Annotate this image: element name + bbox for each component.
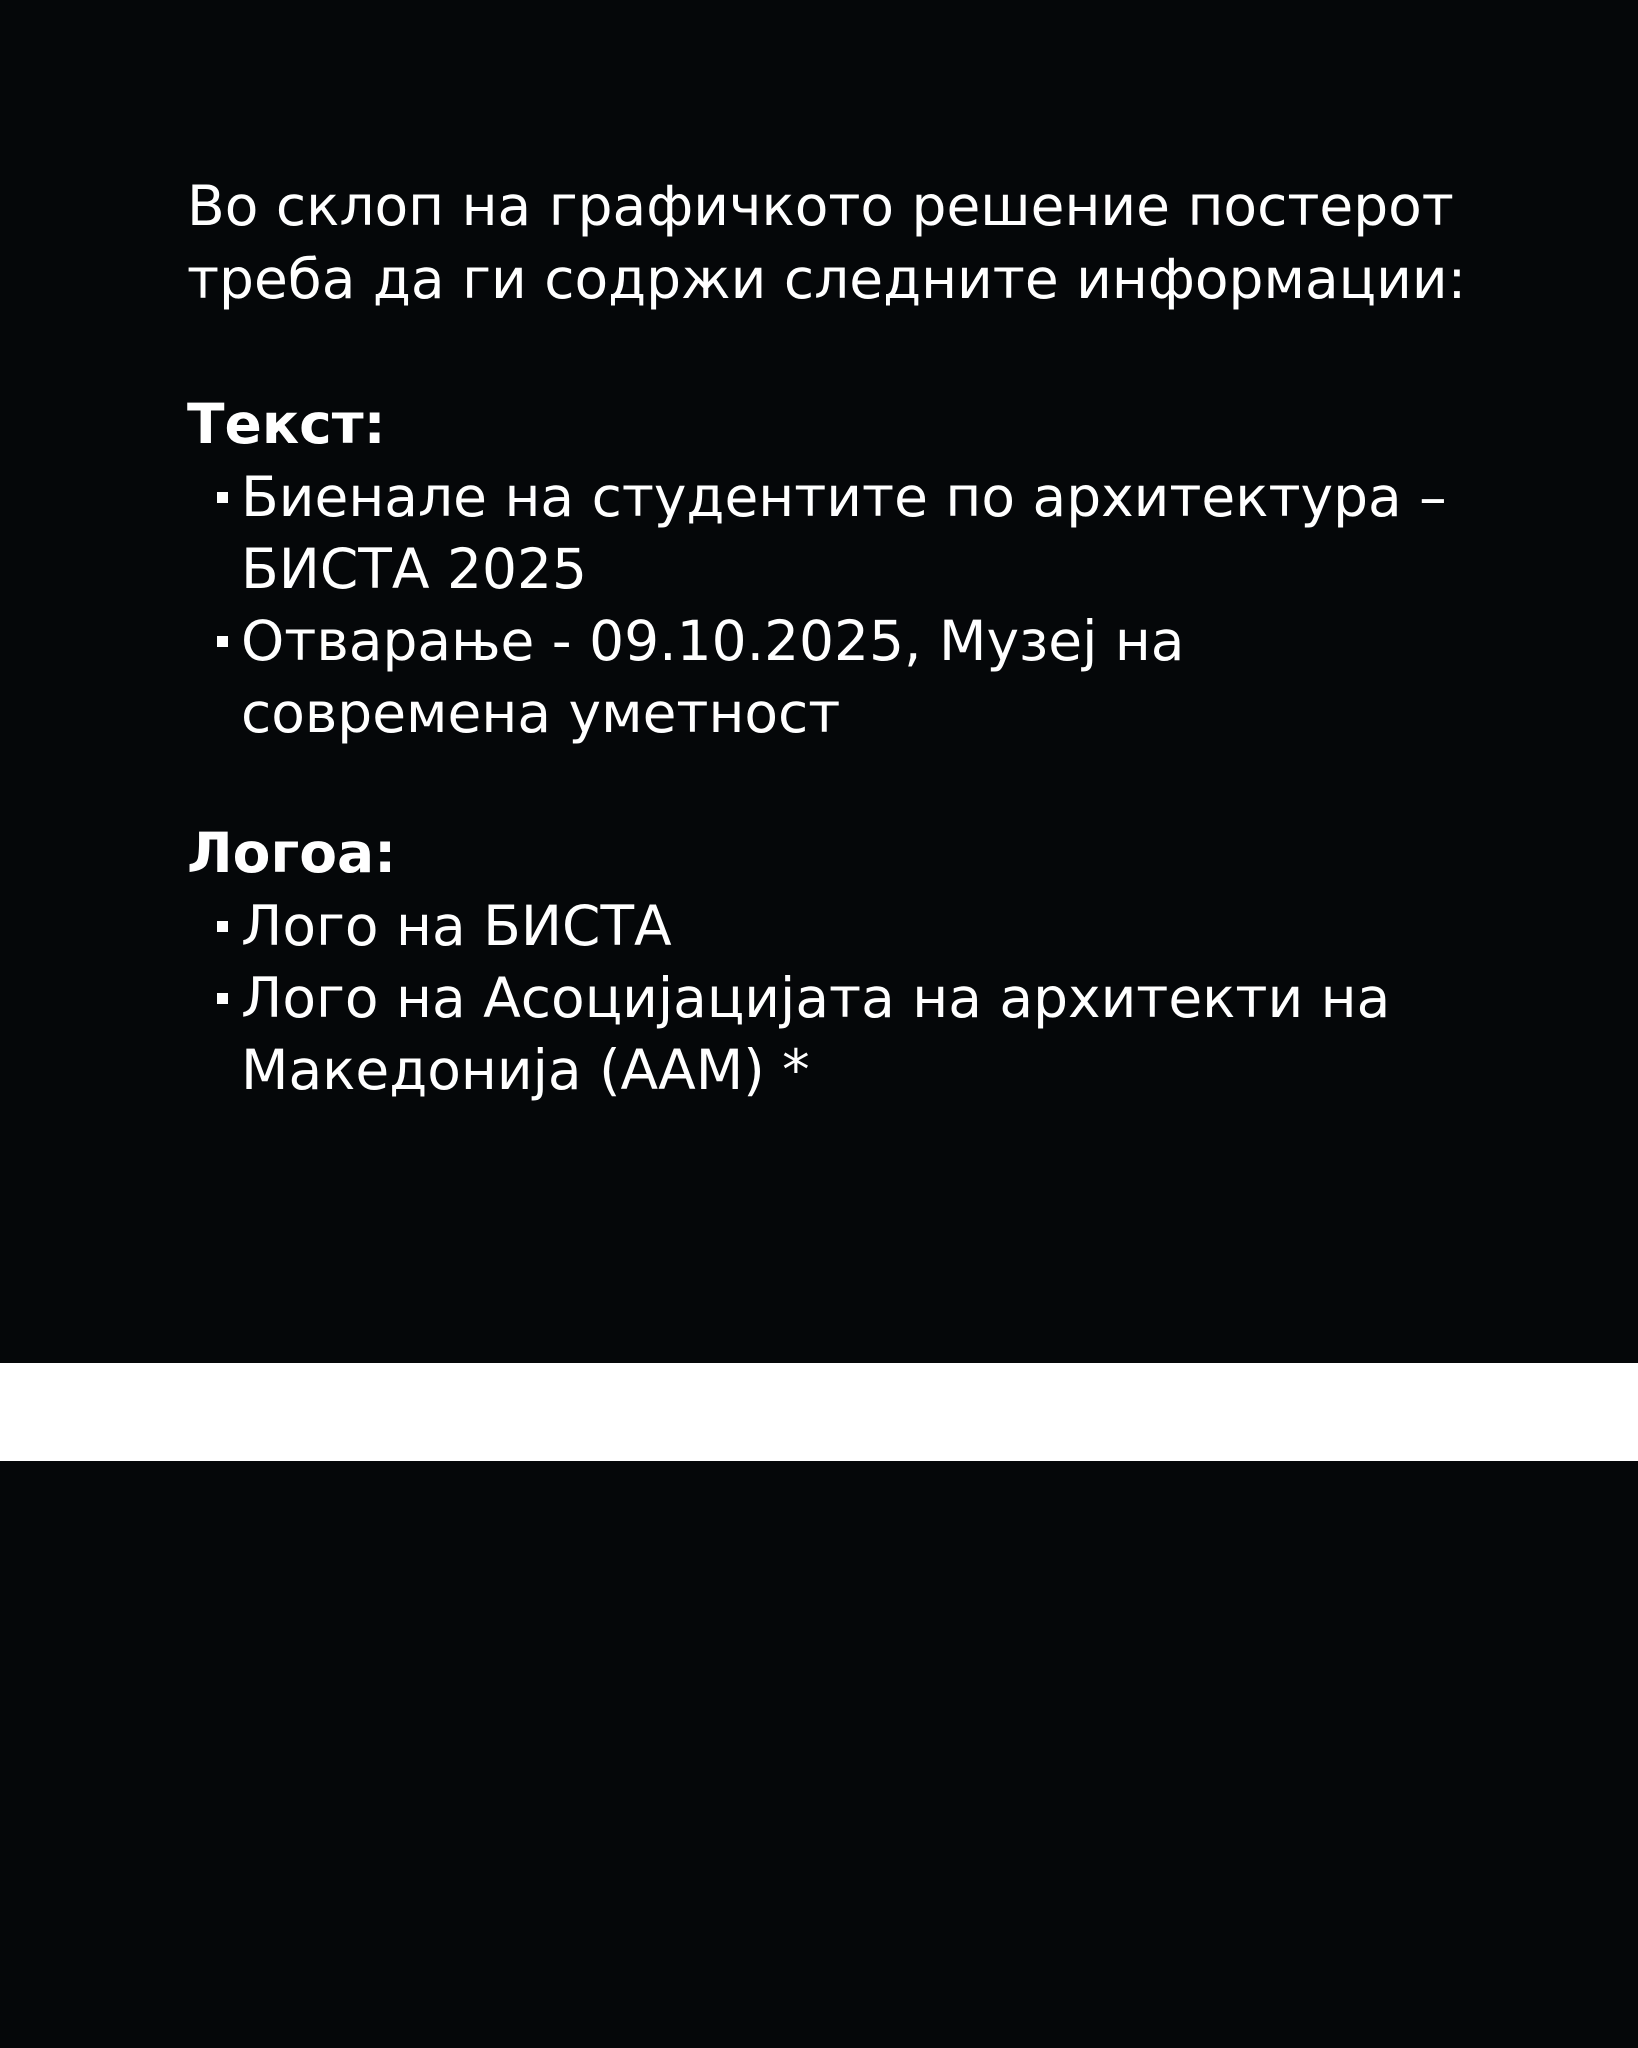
white-divider-band — [0, 1363, 1638, 1461]
square-bullet-icon — [217, 492, 228, 503]
text-bullet-list — [187, 461, 1487, 749]
logos-section — [187, 817, 1487, 1106]
poster-requirements — [187, 170, 1487, 1106]
bullet-text: Лого на БИСТА — [241, 894, 672, 958]
bullet-item-bista-logo — [187, 890, 1487, 962]
logos-section-heading: Логоа: — [187, 821, 397, 885]
square-bullet-icon — [217, 993, 228, 1004]
text-section — [187, 388, 1487, 749]
intro-paragraph: Во склоп на графичкото решение постерот треба да ги содржи следните информации: — [187, 174, 1467, 311]
bullet-item-biennale — [187, 461, 1487, 605]
bullet-text: Биенале на студентите по архитектура – БИСТА 2025 — [241, 465, 1447, 601]
bullet-item-aam-logo — [187, 962, 1487, 1106]
square-bullet-icon — [217, 921, 228, 932]
bullet-item-opening — [187, 605, 1487, 749]
text-section-heading: Текст: — [187, 392, 386, 456]
bullet-text: Лого на Асоцијацијата на архитекти на Македонија (ААМ) * — [241, 966, 1391, 1102]
bullet-text: Отварање - 09.10.2025, Музеј на современа уметност — [241, 609, 1185, 745]
square-bullet-icon — [217, 636, 228, 647]
logos-bullet-list — [187, 890, 1487, 1106]
